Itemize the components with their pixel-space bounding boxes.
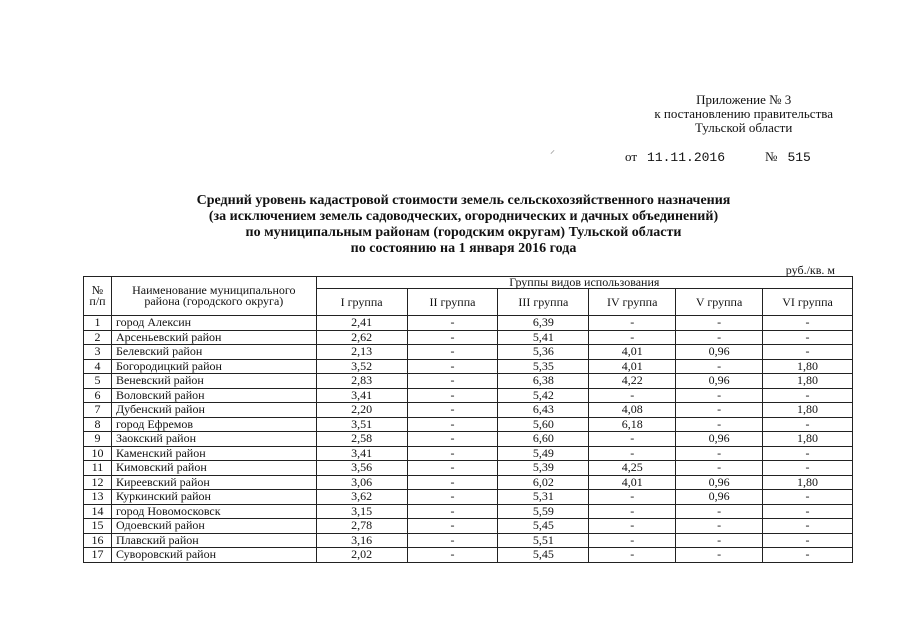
- row-value-group-2: -: [407, 330, 498, 345]
- appendix-block: [654, 93, 833, 135]
- header-group-2: II группа: [407, 289, 498, 316]
- row-value-group-1: 3,52: [316, 359, 407, 374]
- row-number: 16: [84, 533, 112, 548]
- row-value-group-3: 6,43: [498, 403, 589, 418]
- row-value-group-1: 3,56: [316, 461, 407, 476]
- row-value-group-1: 2,13: [316, 345, 407, 360]
- row-district-name: Веневский район: [111, 374, 316, 389]
- row-district-name: Воловский район: [111, 388, 316, 403]
- header-group-5: V группа: [676, 289, 763, 316]
- row-value-group-5: 0,96: [676, 475, 763, 490]
- row-value-group-1: 3,62: [316, 490, 407, 505]
- row-number: 11: [84, 461, 112, 476]
- document-title: [0, 193, 905, 257]
- row-value-group-4: 4,22: [589, 374, 676, 389]
- row-value-group-3: 5,39: [498, 461, 589, 476]
- row-value-group-2: -: [407, 374, 498, 389]
- row-number: 8: [84, 417, 112, 432]
- row-value-group-6: 1,80: [763, 403, 853, 418]
- row-value-group-2: -: [407, 345, 498, 360]
- table-row: [84, 345, 853, 360]
- row-district-name: Суворовский район: [111, 548, 316, 563]
- row-value-group-6: 1,80: [763, 359, 853, 374]
- table-row: [84, 330, 853, 345]
- row-value-group-6: 1,80: [763, 374, 853, 389]
- header-name: Наименование муниципального района (городского округа): [111, 277, 316, 316]
- row-value-group-6: -: [763, 446, 853, 461]
- row-number: 17: [84, 548, 112, 563]
- row-value-group-2: -: [407, 519, 498, 534]
- row-value-group-2: -: [407, 359, 498, 374]
- row-district-name: Одоевский район: [111, 519, 316, 534]
- row-value-group-2: -: [407, 403, 498, 418]
- row-value-group-2: -: [407, 432, 498, 447]
- table-row: [84, 374, 853, 389]
- row-value-group-5: -: [676, 359, 763, 374]
- row-value-group-1: 2,02: [316, 548, 407, 563]
- row-value-group-4: 4,01: [589, 475, 676, 490]
- row-value-group-2: -: [407, 446, 498, 461]
- row-district-name: Куркинский район: [111, 490, 316, 505]
- row-value-group-4: -: [589, 388, 676, 403]
- row-value-group-3: 5,45: [498, 548, 589, 563]
- row-value-group-1: 3,51: [316, 417, 407, 432]
- table-row: [84, 316, 853, 331]
- row-district-name: Каменский район: [111, 446, 316, 461]
- row-value-group-6: -: [763, 519, 853, 534]
- title-line-3: по муниципальным районам (городским округам) Тульской области: [245, 225, 682, 240]
- row-number: 14: [84, 504, 112, 519]
- row-number: 4: [84, 359, 112, 374]
- row-value-group-2: -: [407, 388, 498, 403]
- row-value-group-6: -: [763, 533, 853, 548]
- row-value-group-4: -: [589, 533, 676, 548]
- table-row: [84, 533, 853, 548]
- order-from-label: от: [625, 149, 638, 164]
- row-value-group-4: -: [589, 548, 676, 563]
- row-value-group-5: -: [676, 388, 763, 403]
- row-value-group-5: 0,96: [676, 432, 763, 447]
- table-row: [84, 446, 853, 461]
- header-groups: Группы видов использования: [316, 277, 852, 289]
- row-value-group-5: -: [676, 548, 763, 563]
- header-group-6: VI группа: [763, 289, 853, 316]
- row-value-group-3: 6,60: [498, 432, 589, 447]
- header-group-4: IV группа: [589, 289, 676, 316]
- row-value-group-4: 4,25: [589, 461, 676, 476]
- row-value-group-3: 5,36: [498, 345, 589, 360]
- scan-mark: ⸝: [550, 145, 555, 156]
- row-value-group-2: -: [407, 417, 498, 432]
- row-number: 1: [84, 316, 112, 331]
- order-line: [625, 149, 811, 165]
- row-value-group-5: -: [676, 533, 763, 548]
- row-number: 15: [84, 519, 112, 534]
- row-district-name: город Ефремов: [111, 417, 316, 432]
- row-value-group-1: 2,41: [316, 316, 407, 331]
- row-value-group-3: 5,41: [498, 330, 589, 345]
- row-value-group-6: 1,80: [763, 475, 853, 490]
- row-value-group-3: 6,02: [498, 475, 589, 490]
- row-value-group-5: -: [676, 403, 763, 418]
- order-date: 11.11.2016: [647, 150, 726, 165]
- row-value-group-5: -: [676, 330, 763, 345]
- row-district-name: Белевский район: [111, 345, 316, 360]
- order-number: 515: [787, 150, 811, 165]
- row-district-name: Богородицкий район: [111, 359, 316, 374]
- row-value-group-5: -: [676, 461, 763, 476]
- row-value-group-5: 0,96: [676, 374, 763, 389]
- row-district-name: город Алексин: [111, 316, 316, 331]
- row-number: 3: [84, 345, 112, 360]
- row-value-group-2: -: [407, 461, 498, 476]
- row-value-group-5: -: [676, 446, 763, 461]
- row-value-group-6: -: [763, 345, 853, 360]
- header-group-1: I группа: [316, 289, 407, 316]
- row-district-name: город Новомосковск: [111, 504, 316, 519]
- row-number: 5: [84, 374, 112, 389]
- row-value-group-4: -: [589, 504, 676, 519]
- row-value-group-1: 2,62: [316, 330, 407, 345]
- row-number: 2: [84, 330, 112, 345]
- row-value-group-1: 3,41: [316, 388, 407, 403]
- table-row: [84, 548, 853, 563]
- row-number: 13: [84, 490, 112, 505]
- row-value-group-5: 0,96: [676, 345, 763, 360]
- row-value-group-3: 5,51: [498, 533, 589, 548]
- row-value-group-3: 6,39: [498, 316, 589, 331]
- unit-label: руб./кв. м: [785, 263, 835, 277]
- row-value-group-4: -: [589, 432, 676, 447]
- row-value-group-6: -: [763, 490, 853, 505]
- row-value-group-2: -: [407, 504, 498, 519]
- row-value-group-2: -: [407, 316, 498, 331]
- row-number: 6: [84, 388, 112, 403]
- row-value-group-2: -: [407, 533, 498, 548]
- table-row: [84, 417, 853, 432]
- table-row: [84, 519, 853, 534]
- row-value-group-3: 5,31: [498, 490, 589, 505]
- row-number: 9: [84, 432, 112, 447]
- row-value-group-5: -: [676, 519, 763, 534]
- title-line-1: Средний уровень кадастровой стоимости земель сельскохозяйственного назначения: [196, 193, 731, 208]
- row-district-name: Плавский район: [111, 533, 316, 548]
- row-value-group-3: 5,45: [498, 519, 589, 534]
- row-number: 10: [84, 446, 112, 461]
- row-value-group-6: -: [763, 330, 853, 345]
- row-value-group-4: 6,18: [589, 417, 676, 432]
- table-row: [84, 359, 853, 374]
- appendix-line-2: к постановлению правительства: [654, 106, 833, 121]
- row-value-group-1: 2,20: [316, 403, 407, 418]
- table-row: [84, 475, 853, 490]
- row-district-name: Дубенский район: [111, 403, 316, 418]
- row-number: 7: [84, 403, 112, 418]
- cadastral-table: [83, 276, 853, 563]
- row-value-group-4: 4,08: [589, 403, 676, 418]
- appendix-line-1: Приложение № 3: [696, 92, 792, 107]
- row-value-group-1: 2,83: [316, 374, 407, 389]
- order-number-label: №: [765, 149, 778, 164]
- row-value-group-4: -: [589, 330, 676, 345]
- table-row: [84, 461, 853, 476]
- row-value-group-6: -: [763, 388, 853, 403]
- row-value-group-5: 0,96: [676, 490, 763, 505]
- row-district-name: Киреевский район: [111, 475, 316, 490]
- header-group-3: III группа: [498, 289, 589, 316]
- appendix-line-3: Тульской области: [695, 120, 793, 135]
- row-value-group-1: 3,41: [316, 446, 407, 461]
- row-value-group-4: -: [589, 519, 676, 534]
- row-value-group-5: -: [676, 504, 763, 519]
- header-num: № п/п: [84, 277, 112, 316]
- row-district-name: Кимовский район: [111, 461, 316, 476]
- row-value-group-1: 3,16: [316, 533, 407, 548]
- row-value-group-2: -: [407, 475, 498, 490]
- row-value-group-4: -: [589, 490, 676, 505]
- row-value-group-2: -: [407, 548, 498, 563]
- table-row: [84, 388, 853, 403]
- row-value-group-6: -: [763, 417, 853, 432]
- row-district-name: Заокский район: [111, 432, 316, 447]
- row-value-group-1: 3,15: [316, 504, 407, 519]
- row-value-group-1: 2,78: [316, 519, 407, 534]
- row-value-group-1: 3,06: [316, 475, 407, 490]
- row-value-group-1: 2,58: [316, 432, 407, 447]
- title-line-4: по состоянию на 1 января 2016 года: [350, 241, 577, 256]
- row-value-group-5: -: [676, 417, 763, 432]
- row-value-group-3: 5,60: [498, 417, 589, 432]
- row-value-group-3: 5,59: [498, 504, 589, 519]
- table-row: [84, 403, 853, 418]
- row-value-group-4: -: [589, 316, 676, 331]
- row-value-group-3: 6,38: [498, 374, 589, 389]
- row-value-group-3: 5,49: [498, 446, 589, 461]
- row-value-group-4: 4,01: [589, 359, 676, 374]
- row-value-group-6: -: [763, 548, 853, 563]
- row-value-group-3: 5,35: [498, 359, 589, 374]
- row-value-group-4: -: [589, 446, 676, 461]
- row-value-group-6: -: [763, 461, 853, 476]
- row-value-group-4: 4,01: [589, 345, 676, 360]
- row-value-group-6: -: [763, 316, 853, 331]
- table-row: [84, 432, 853, 447]
- title-line-2: (за исключением земель садоводческих, огороднических и дачных объединений): [208, 209, 719, 224]
- row-value-group-6: 1,80: [763, 432, 853, 447]
- row-value-group-5: -: [676, 316, 763, 331]
- table-row: [84, 490, 853, 505]
- table-row: [84, 504, 853, 519]
- row-value-group-2: -: [407, 490, 498, 505]
- row-value-group-3: 5,42: [498, 388, 589, 403]
- row-district-name: Арсеньевский район: [111, 330, 316, 345]
- row-number: 12: [84, 475, 112, 490]
- row-value-group-6: -: [763, 504, 853, 519]
